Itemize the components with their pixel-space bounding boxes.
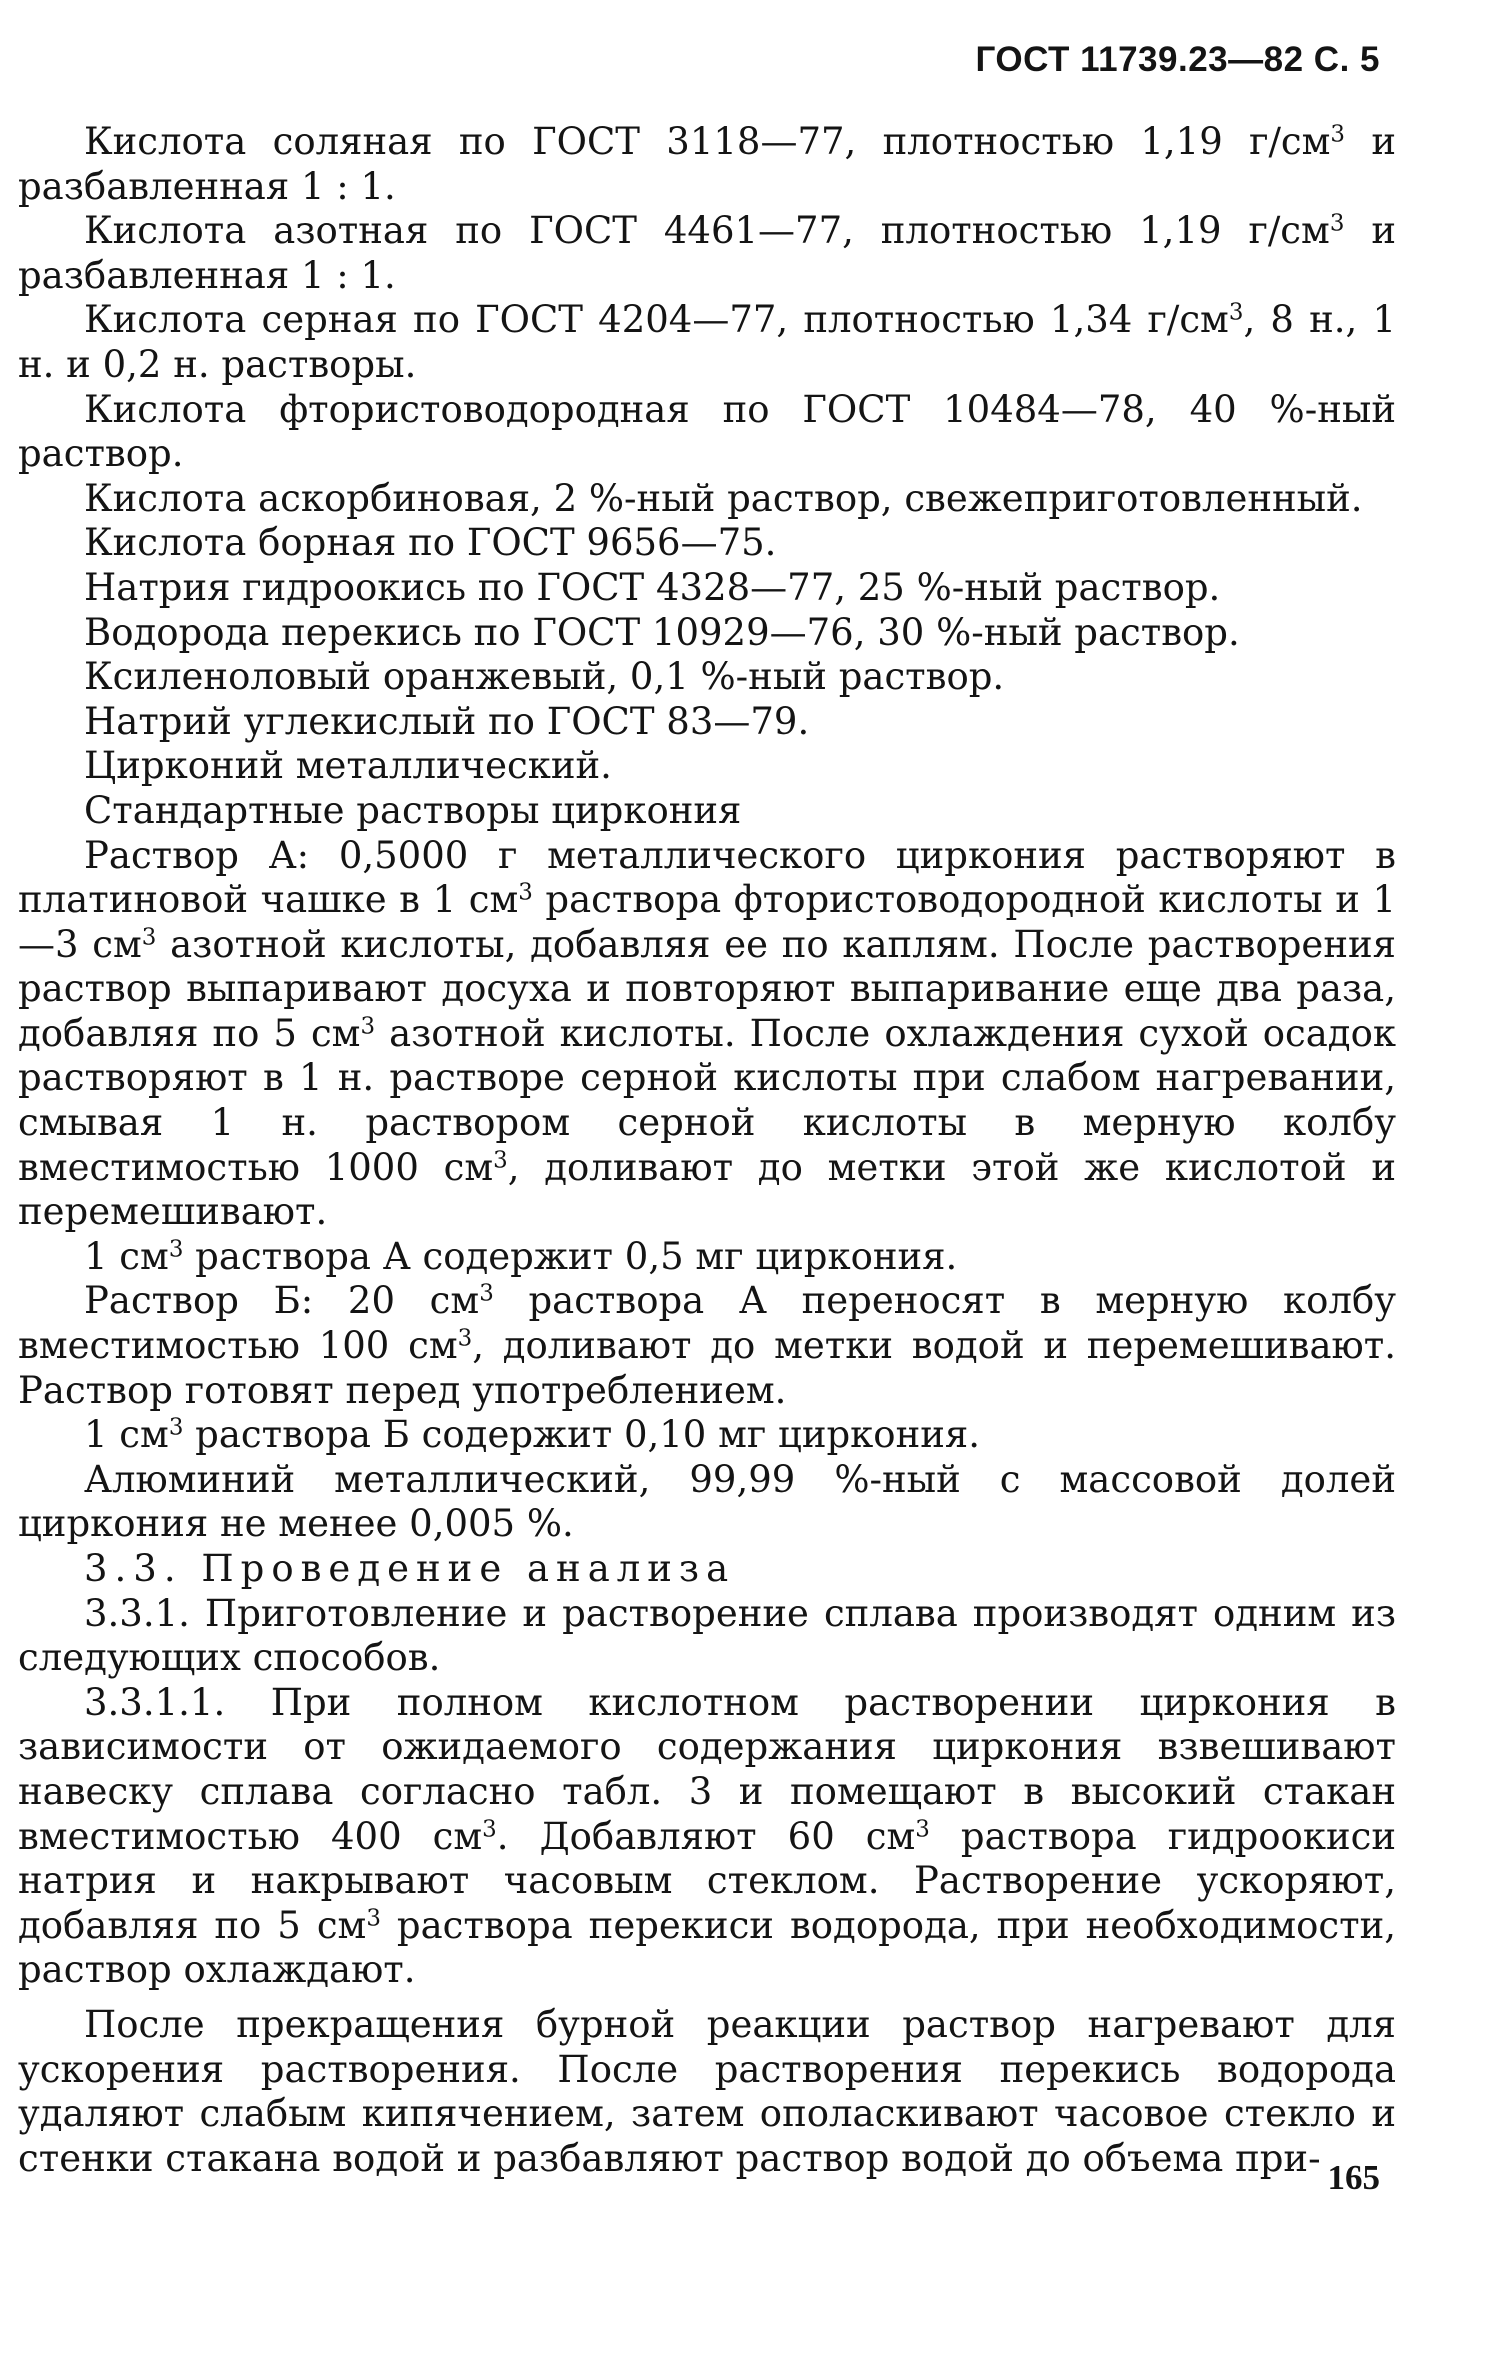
paragraph: Алюминий металлический, 99,99 %-ный с массовой долей циркония не менее 0,005 %.	[18, 1457, 1396, 1546]
paragraph: 3.3.1. Приготовление и растворение сплава производят одним из следующих способов.	[18, 1591, 1396, 1680]
paragraph: 1 $см^3$ раствора А содержит 0,5 мг циркония.	[84, 1234, 958, 1278]
paragraph: Цирконий металлический.	[84, 744, 612, 788]
section-heading: Стандартные растворы циркония	[84, 788, 742, 832]
paragraph: 1 $см^3$ раствора Б содержит 0,10 мг циркония.	[84, 1413, 980, 1457]
paragraph: 3.3.1.1. При полном кислотном растворении циркония в зависимости от ожидаемого содержания циркония взвешивают навеску сплава согласно табл. 3 и помещают в высокий стакан вместимостью 400 $см^3$. Добавляют 60 $см^3$ раствора гидроокиси натрия и накрывают часовым стеклом. Растворение ускоряют, добавляя по 5 $см^3$ раствора перекиси водорода, при необходимости, раствор охлаждают.	[18, 1680, 1396, 1992]
paragraph: Раствор А: 0,5000 г металлического циркония растворяют в платиновой чашке в 1 $см^3$ раствора фтористоводородной кислоты и 1—3 $см^3$ азотной кислоты, добавляя ее по каплям. После растворения раствор выпаривают досуха и повторяют выпаривание еще два раза, добавляя по 5 $см^3$ азотной кислоты. После охлаждения сухой осадок растворяют в 1 н. растворе серной кислоты при слабом нагревании, смывая 1 н. раствором серной кислоты в мерную колбу вместимостью 1000 $см^3$, доливают до метки этой же кислотой и перемешивают.	[18, 833, 1396, 1234]
paragraph: Ксиленоловый оранжевый, 0,1 %-ный раствор.	[84, 655, 1005, 699]
paragraph: Натрия гидроокись по ГОСТ 4328—77, 25 %-ный раствор.	[84, 565, 1221, 609]
paragraph: Водорода перекись по ГОСТ 10929—76, 30 %-ный раствор.	[84, 610, 1240, 654]
page-number: 165	[1327, 2158, 1380, 2197]
paragraph: Кислота соляная по ГОСТ 3118—77, плотностью 1,19 $г/см^3$ и разбавленная 1 : 1.	[18, 120, 1397, 208]
running-header: ГОСТ 11739.23—82 С. 5	[975, 40, 1380, 79]
paragraph: Натрий углекислый по ГОСТ 83—79.	[84, 699, 810, 743]
section-heading: 3.3. Проведение анализа	[84, 1547, 736, 1590]
paragraph: Кислота борная по ГОСТ 9656—75.	[84, 521, 777, 565]
paragraph: Кислота аскорбиновая, 2 %-ный раствор, свежеприготовленный.	[84, 476, 1363, 520]
paragraph: Кислота серная по ГОСТ 4204—77, плотностью 1,34 $г/см^3$, 8 н., 1 н. и 0,2 н. растворы.	[18, 298, 1396, 386]
paragraph: Кислота азотная по ГОСТ 4461—77, плотностью 1,19 $г/см^3$ и разбавленная 1 : 1.	[18, 209, 1397, 297]
paragraph: После прекращения бурной реакции раствор нагревают для ускорения растворения. После растворения перекись водорода удаляют слабым кипячением, затем ополаскивают часовое стекло и стенки стакана водой и разбавляют раствор водой до объема при-	[18, 2002, 1396, 2180]
paragraph: Раствор Б: 20 $см^3$ раствора А переносят в мерную колбу вместимостью 100 $см^3$, доливают до метки водой и перемешивают. Раствор готовят перед употреблением.	[18, 1279, 1396, 1412]
body-text	[18, 120, 1396, 2181]
paragraph: Кислота фтористоводородная по ГОСТ 10484—78, 40 %-ный раствор.	[18, 387, 1396, 476]
